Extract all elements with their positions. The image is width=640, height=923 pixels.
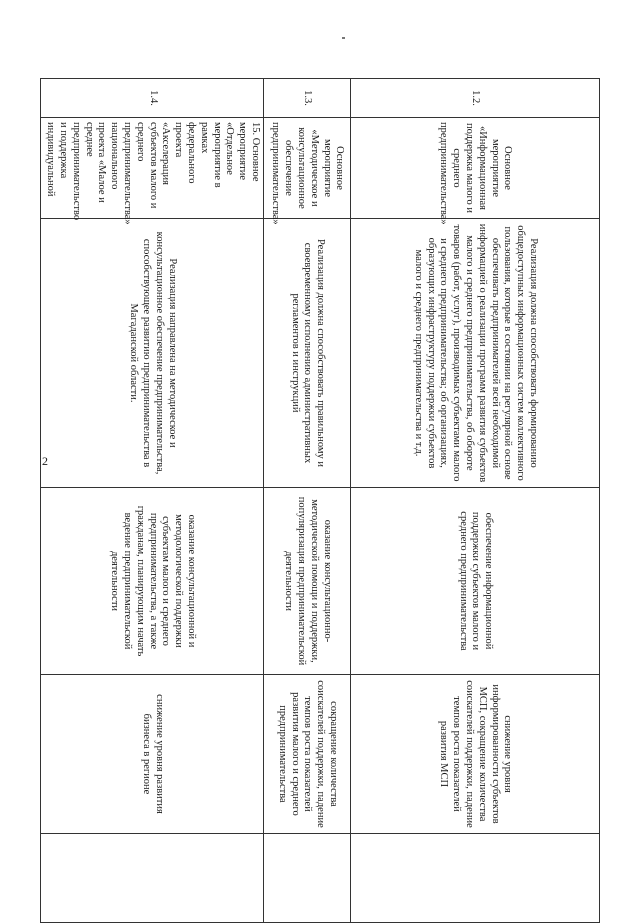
table-row [264,79,351,923]
event-name: 15. Основное мероприятие «Отдельное мероприятие в рамках федерального проекта «Акселерация субъектов малого и среднего предпринимательства» национального проекта «Малое и среднее предпринимательство и поддержка индивидуальной [41,118,264,219]
scan-speck [342,37,345,39]
row-number: 1.3. [264,79,351,118]
empty-cell [351,834,600,923]
table-row [41,79,264,923]
risk-consequence: снижение уровня информированности субъектов МСП, сокращение количества соискателей поддержки, падение темпов роста показателей развития МСП [351,675,600,834]
event-description: Реализация должна способствовать правильному и своевременному исполнению административных регламентов и инструкций [264,219,351,488]
event-description: Реализация должна способствовать формированию общедоступных информационных систем коллективного пользования, которые в состоянии на регулярной основе обеспечивать предпринимателей всей необходимой информацией о реализации программ развития субъектов малого и среднего предпринимательства, об обороте товаров (работ, услуг), производимых субъектами малого и среднего предпринимательства; об организациях, образующих инфраструктуру поддержки субъектов малого и среднего предпринимательства и т.д. [351,219,600,488]
empty-cell [264,834,351,923]
risk-consequence: снижение уровня развития бизнеса в регионе [41,675,264,834]
page-number: 2 [42,454,48,468]
risk-consequence: сокращение количества соискателей поддержки, падение темпов роста показателей развития малого и среднего предпринимательства [264,675,351,834]
expected-result: оказание консультационно-методической помощи и поддержки, популяризация предпринимательской деятельности [264,488,351,675]
row-number: 1.4. [41,79,264,118]
row-number: 1.2. [351,79,600,118]
expected-result: оказание консультационной и методологической поддержки субъектам малого и среднего предпринимательства, а также гражданам, планирующим начать ведение предпринимательской деятельности [41,488,264,675]
event-name: Основное мероприятие «Методическое и консультационное обеспечение предпринимательства» [264,118,351,219]
event-name: Основное мероприятие «Информационная поддержка малого и среднего предпринимательства» [351,118,600,219]
expected-result: обеспечение информационной поддержки субъектов малого и среднего предпринимательства [351,488,600,675]
table-row [351,79,600,923]
program-table [40,78,600,923]
rotated-page [45,78,600,888]
empty-cell [41,834,264,923]
event-description: Реализация направлена на методическое и консультационное обеспечение предпринимательства, способствующее развитию предпринимательства в Магаданской области. [41,219,264,488]
